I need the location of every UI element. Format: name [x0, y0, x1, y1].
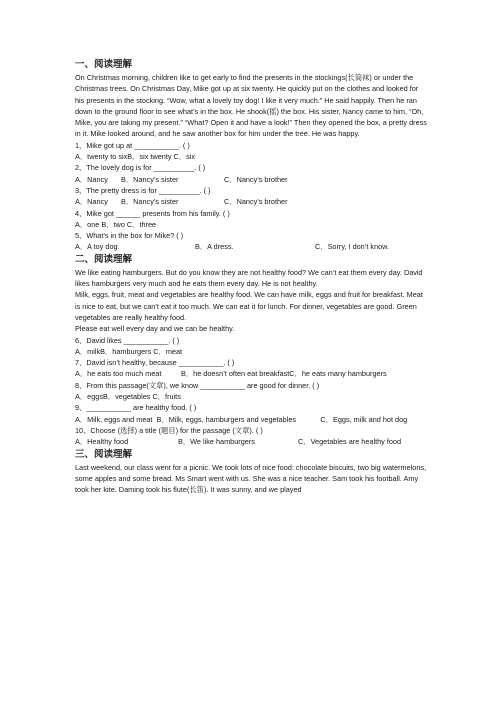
option-a: A．Healthy food	[75, 437, 129, 447]
option-c: C．Eggs, milk and hot dog	[320, 414, 408, 424]
question-3-options	[75, 196, 427, 207]
option-b: B．We like hamburgers	[178, 437, 255, 447]
question-5: 5、What’s in the box for Mike? ( )	[75, 231, 184, 241]
question-6-options: A．milkB．hamburgers C．meat	[75, 346, 183, 356]
question-4: 4、Mike got ______ presents from his family. ( )	[75, 208, 230, 218]
question-10: 10、Choose (选择) a title (题目) for the passage (文章). ( )	[75, 425, 263, 435]
question-2: 2、The lovely dog is for __________. ( )	[75, 163, 206, 173]
section-heading-2: 二、阅读理解	[75, 253, 133, 265]
passage-1: On Christmas morning, children like to get early to find the presents in the stockings(长筒袜) or under the Christmas trees. On Christmas Day, Mike got up at six twenty. He quickly put on the clothes and looked for his presents in the stocking. “Wow, what a lovely toy dog! I like it very much.” He said happily. Then he ran down to the ground floor to see what’s in the box. He shook(摇) the box. His sister, Nancy came to him, “Oh, Mike, you are taking my present.” “What? Open it and have a look!” Then they opened the box, a pretty dress in it. Mike looked around, and he saw another box for him under the tree. He was happy.	[75, 73, 427, 139]
option-c: C．Nancy’s brother	[224, 174, 288, 184]
option-a: A．Nancy	[75, 174, 108, 184]
question-7-options	[75, 368, 427, 379]
option-a: A．Nancy	[75, 197, 108, 207]
document-content	[75, 58, 427, 495]
passage-3: Last weekend, our class went for a picnic. We took lots of nice food: chocolate biscuits, two big watermelons, some apples and some bread. Ms Smart went with us. She was a nice teacher. Sam took his football. Amy took her kite. Daming took his flute(长笛). It was sunny, and we played	[75, 462, 427, 495]
option-a: A．he eats too much meat	[75, 369, 162, 379]
question-6: 6、David likes ___________. ( )	[75, 335, 180, 345]
question-1: 1、Mike got up at ___________. ( )	[75, 140, 190, 150]
question-2-options	[75, 174, 427, 185]
question-7: 7、David isn’t healthy, because ___________. ( )	[75, 358, 235, 368]
option-b: B．Nancy’s sister	[121, 174, 179, 184]
question-9: 9、___________ are healthy food. ( )	[75, 403, 197, 413]
option-a: A．A toy dog.	[75, 242, 120, 252]
question-9-options	[75, 414, 427, 425]
option-b: B．Milk, eggs, hamburgers and vegetables	[156, 414, 297, 424]
option-b: B．A dress.	[195, 242, 234, 252]
question-5-options	[75, 241, 427, 252]
section-heading-3: 三、阅读理解	[75, 448, 133, 460]
option-c: C．Vegetables are healthy food	[298, 437, 402, 447]
question-8-options: A．eggsB．vegetables C．fruits	[75, 392, 181, 402]
option-c: C．Sorry, I don’t know.	[315, 242, 390, 252]
question-1-options: A．twenty to sixB．six twenty C．six	[75, 152, 196, 162]
passage-2-paragraph-2: Milk, eggs, fruit, meat and vegetables are healthy food. We can have milk, eggs and fruit for breakfast. Meat is nice to eat, but we can’t eat it too much. We can eat it for lunch. For dinner, vegetables are good. Green vegetables are really healthy food.	[75, 290, 423, 322]
section-heading-1: 一、阅读理解	[75, 59, 133, 70]
passage-2-paragraph-3: Please eat well every day and we can be healthy.	[75, 324, 235, 334]
option-b-c: B．he doesn’t often eat breakfastC．he eats many hamburgers	[181, 369, 387, 379]
option-c: C．Nancy’s brother	[224, 197, 288, 207]
passage-2-paragraph-1: We like eating hamburgers. But do you know they are not healthy food? We can’t eat them every day. David likes hamburgers very much and he eats them every day. He is not healthy.	[75, 267, 423, 289]
option-b: B．Nancy’s sister	[121, 197, 179, 207]
question-8: 8、From this passage(文章), we know ___________ are good for dinner. ( )	[75, 380, 320, 390]
question-10-options	[75, 436, 427, 447]
option-a: A．Milk, eggs and meat	[75, 414, 153, 424]
question-3: 3、The pretty dress is for __________. ( )	[75, 185, 211, 195]
question-4-options: A．one B．two C．three	[75, 219, 157, 229]
